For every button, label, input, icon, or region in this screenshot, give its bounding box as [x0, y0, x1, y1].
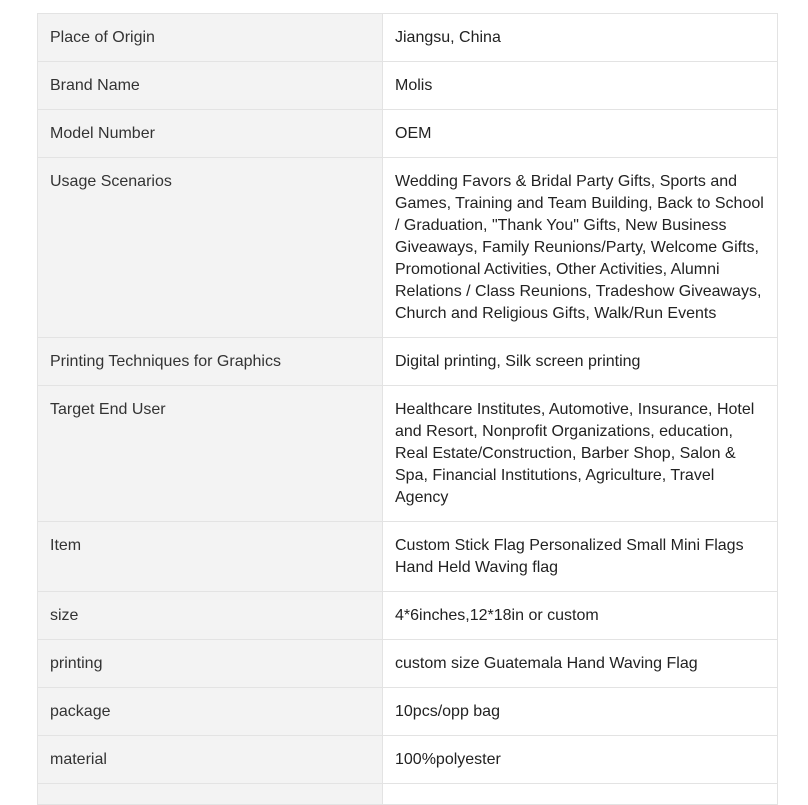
table-row	[38, 110, 778, 158]
product-specs-table	[37, 13, 778, 805]
spec-value: OEM	[383, 110, 778, 158]
table-row	[38, 386, 778, 522]
spec-label: Brand Name	[38, 62, 383, 110]
table-row	[38, 522, 778, 592]
spec-value: Molis	[383, 62, 778, 110]
spec-label: Model Number	[38, 110, 383, 158]
spec-value: custom size Guatemala Hand Waving Flag	[383, 640, 778, 688]
table-row	[38, 338, 778, 386]
spec-label: printing	[38, 640, 383, 688]
spec-value: Jiangsu, China	[383, 14, 778, 62]
table-row	[38, 158, 778, 338]
spec-label-empty	[38, 784, 383, 805]
spec-label: size	[38, 592, 383, 640]
table-row-partial	[38, 784, 778, 805]
spec-label: Item	[38, 522, 383, 592]
spec-value: 10pcs/opp bag	[383, 688, 778, 736]
table-row	[38, 62, 778, 110]
spec-value: 4*6inches,12*18in or custom	[383, 592, 778, 640]
table-row	[38, 736, 778, 784]
spec-value: Healthcare Institutes, Automotive, Insurance, Hotel and Resort, Nonprofit Organizations, education, Real Estate/Construction, Barber Shop, Salon & Spa, Financial Institutions, Agriculture, Travel Agency	[383, 386, 778, 522]
spec-label: Printing Techniques for Graphics	[38, 338, 383, 386]
spec-label: package	[38, 688, 383, 736]
table-row	[38, 688, 778, 736]
spec-value: Digital printing, Silk screen printing	[383, 338, 778, 386]
table-row	[38, 640, 778, 688]
spec-label: Place of Origin	[38, 14, 383, 62]
spec-value: Wedding Favors & Bridal Party Gifts, Sports and Games, Training and Team Building, Back to School / Graduation, "Thank You" Gifts, New Business Giveaways, Family Reunions/Party, Welcome Gifts, Promotional Activities, Other Activities, Alumni Relations / Class Reunions, Tradeshow Giveaways, Church and Religious Gifts, Walk/Run Events	[383, 158, 778, 338]
spec-label: Usage Scenarios	[38, 158, 383, 338]
table-row	[38, 592, 778, 640]
spec-value-empty	[383, 784, 778, 805]
spec-value: Custom Stick Flag Personalized Small Mini Flags Hand Held Waving flag	[383, 522, 778, 592]
spec-value: 100%polyester	[383, 736, 778, 784]
spec-label: Target End User	[38, 386, 383, 522]
spec-label: material	[38, 736, 383, 784]
table-row	[38, 14, 778, 62]
